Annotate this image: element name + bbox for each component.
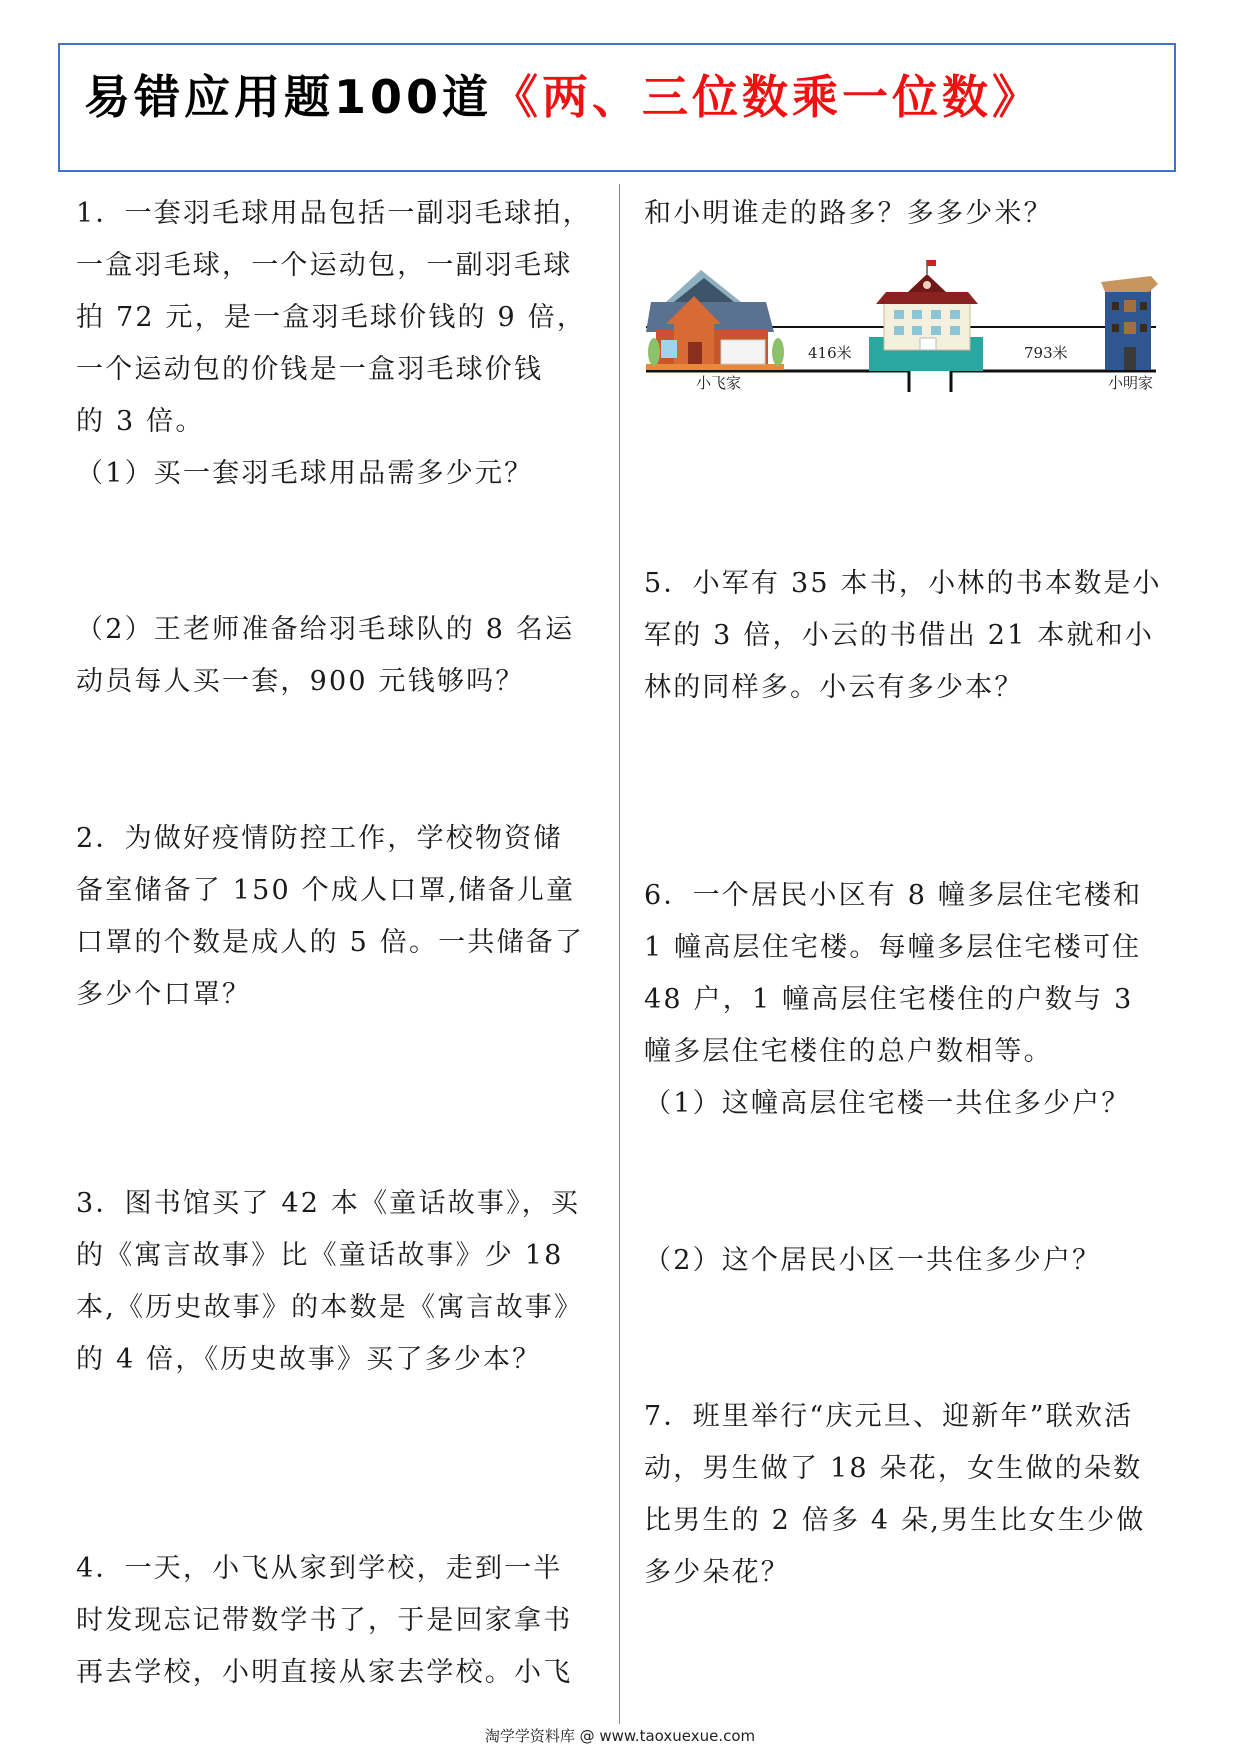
distance-left-label: 416米	[808, 344, 852, 362]
text-line: 1 幢高层住宅楼。每幢多层住宅楼可住	[644, 932, 1142, 963]
text-line: 多少朵花？	[644, 1557, 790, 1588]
text-line: 拍 72 元，是一盒羽毛球价钱的 9 倍，	[76, 302, 587, 333]
xiaofei-home-label: 小飞家	[696, 374, 742, 392]
text-line: 的 3 倍。	[76, 406, 205, 437]
title-main: 易错应用题100道	[84, 70, 493, 124]
text-line: 林的同样多。小云有多少本？	[644, 672, 1024, 703]
text-line: 时发现忘记带数学书了，于是回家拿书	[76, 1605, 573, 1636]
text-line: 7．班里举行“庆元旦、迎新年”联欢活	[644, 1401, 1134, 1432]
text-line: 再去学校，小明直接从家去学校。小飞	[76, 1657, 573, 1688]
text-line: 动员每人买一套，900 元钱够吗？	[76, 666, 525, 697]
sub-question-2: （2）这个居民小区一共住多少户？	[644, 1245, 1102, 1276]
apartment-icon	[1101, 276, 1158, 370]
question-4-continued: 和小明谁走的路多？多多少米？	[644, 198, 1053, 229]
text-line: 备室储备了 150 个成人口罩,储备儿童	[76, 875, 576, 906]
page-title	[84, 67, 1042, 127]
text-line: 4．一天，小飞从家到学校，走到一半	[76, 1553, 563, 1584]
text-line: 的 4 倍，《历史故事》买了多少本？	[76, 1344, 542, 1375]
title-box	[58, 43, 1176, 172]
route-illustration	[646, 252, 1166, 392]
text-line: 幢多层住宅楼住的总户数相等。	[644, 1036, 1053, 1067]
text-line: 的《寓言故事》比《童话故事》少 18	[76, 1240, 564, 1271]
text-line: 48 户，1 幢高层住宅楼住的户数与 3	[644, 984, 1134, 1015]
house-icon	[646, 270, 784, 370]
xiaoming-home-label: 小明家	[1108, 374, 1154, 392]
text-line: 一盒羽毛球，一个运动包，一副羽毛球	[76, 250, 573, 281]
text-line: 3．图书馆买了 42 本《童话故事》，买	[76, 1188, 581, 1219]
text-line: 军的 3 倍，小云的书借出 21 本就和小	[644, 620, 1155, 651]
sub-question-2: （2）王老师准备给羽毛球队的 8 名运	[76, 614, 575, 645]
text-line: 一个运动包的价钱是一盒羽毛球价钱	[76, 354, 544, 385]
text-line: 5．小军有 35 本书，小林的书本数是小	[644, 568, 1162, 599]
route-diagram	[646, 252, 1166, 392]
distance-right-label: 793米	[1024, 344, 1068, 362]
text-line: 口罩的个数是成人的 5 倍。一共储备了	[76, 927, 585, 958]
text-line: 比男生的 2 倍多 4 朵,男生比女生少做	[644, 1505, 1146, 1536]
text-line: 6．一个居民小区有 8 幢多层住宅楼和	[644, 880, 1143, 911]
sub-question-1: （1）这幢高层住宅楼一共住多少户？	[644, 1088, 1131, 1119]
school-icon	[869, 260, 983, 371]
text-line: 2．为做好疫情防控工作，学校物资储	[76, 823, 563, 854]
column-divider	[619, 184, 620, 1724]
text-line: 1．一套羽毛球用品包括一副羽毛球拍，	[76, 198, 592, 229]
text-line: 多少个口罩？	[76, 979, 252, 1010]
text-line: 动，男生做了 18 朵花，女生做的朵数	[644, 1453, 1143, 1484]
sub-question-1: （1）买一套羽毛球用品需多少元？	[76, 458, 534, 489]
title-topic: 《两、三位数乘一位数》	[492, 70, 1043, 124]
footer-watermark: 淘学学资料库 @ www.taoxuexue.com	[484, 1727, 756, 1745]
text-line: 本,《历史故事》的本数是《寓言故事》	[76, 1292, 584, 1323]
